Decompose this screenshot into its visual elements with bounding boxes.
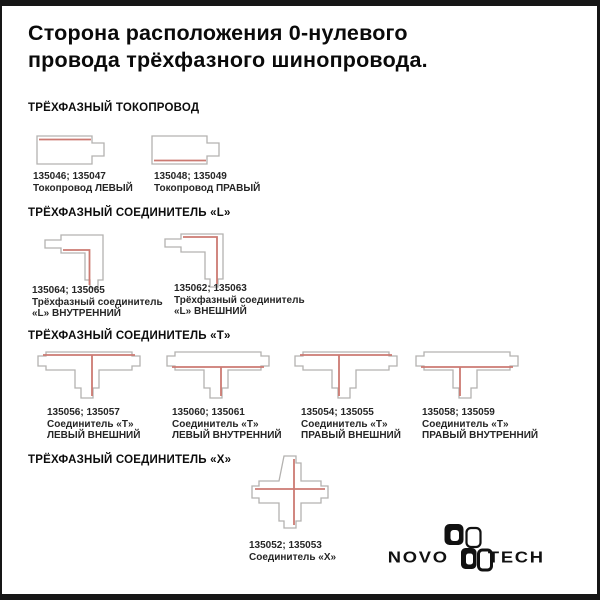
item-name2: «L» ВНЕШНИЙ xyxy=(174,306,247,318)
item-name: Соединитель «Т» xyxy=(422,418,509,430)
item-codes: 135046; 135047 xyxy=(33,171,106,182)
item-name2: «L» ВНУТРЕННИЙ xyxy=(32,308,121,320)
item-label-t-right-external xyxy=(301,407,401,442)
novotech-logo xyxy=(387,546,546,570)
item-codes: 135062; 135063 xyxy=(174,283,247,294)
item-codes: 135052; 135053 xyxy=(249,540,322,551)
track-feed-right-diagram xyxy=(151,135,221,166)
item-codes: 135054; 135055 xyxy=(301,407,374,418)
item-label-t-left-internal xyxy=(172,407,282,442)
page-title xyxy=(28,20,428,74)
novotech-pinwheel-icon xyxy=(443,522,493,574)
item-label-t-left-external xyxy=(47,407,140,442)
item-name2: ЛЕВЫЙ ВНЕШНИЙ xyxy=(47,430,141,442)
item-name: Токопровод ПРАВЫЙ xyxy=(154,182,261,194)
section-header-x-connector: ТРЁХФАЗНЫЙ СОЕДИНИТЕЛЬ «Х» xyxy=(28,454,232,466)
section-header-tokoprovod: ТРЁХФАЗНЫЙ ТОКОПРОВОД xyxy=(28,102,200,114)
item-label-l-external xyxy=(174,283,305,318)
t-connector-right-internal-diagram xyxy=(415,350,519,400)
t-connector-right-external-diagram xyxy=(294,350,398,400)
item-codes: 135058; 135059 xyxy=(422,407,495,418)
l-connector-internal-diagram xyxy=(44,233,106,291)
item-name: Соединитель «Т» xyxy=(47,418,134,430)
page-title-line1: Сторона расположения 0-нулевого xyxy=(28,21,408,45)
item-name: Соединитель «Т» xyxy=(301,418,388,430)
item-codes: 135060; 135061 xyxy=(172,407,245,418)
item-label-track-left xyxy=(33,171,133,194)
l-connector-external-diagram xyxy=(164,232,226,290)
x-connector-diagram xyxy=(251,455,329,529)
item-name: Токопровод ЛЕВЫЙ xyxy=(33,182,133,194)
item-name: Соединитель «Х» xyxy=(249,551,337,563)
logo-text-novo: NOVO xyxy=(387,548,449,567)
item-name: Трёхфазный соединитель xyxy=(32,296,163,308)
logo-text-tech: TECH xyxy=(488,548,546,567)
t-connector-left-external-diagram xyxy=(37,350,141,400)
item-name2: ЛЕВЫЙ ВНУТРЕННИЙ xyxy=(172,430,282,442)
item-label-t-right-internal xyxy=(422,407,538,442)
t-connector-left-internal-diagram xyxy=(166,350,270,400)
page-title-line2: провода трёхфазного шинопровода. xyxy=(28,48,428,72)
item-name2: ПРАВЫЙ ВНУТРЕННИЙ xyxy=(422,430,539,442)
item-label-track-right xyxy=(154,171,260,194)
item-label-x-connector xyxy=(249,540,336,563)
document-page xyxy=(2,6,597,594)
track-feed-left-diagram xyxy=(36,135,106,166)
item-label-l-internal xyxy=(32,285,163,320)
item-name: Трёхфазный соединитель xyxy=(174,294,305,306)
section-header-l-connector: ТРЁХФАЗНЫЙ СОЕДИНИТЕЛЬ «L» xyxy=(28,207,231,219)
item-codes: 135064; 135065 xyxy=(32,285,105,296)
item-codes: 135048; 135049 xyxy=(154,171,227,182)
item-codes: 135056; 135057 xyxy=(47,407,120,418)
item-name2: ПРАВЫЙ ВНЕШНИЙ xyxy=(301,430,401,442)
item-name: Соединитель «Т» xyxy=(172,418,259,430)
section-header-t-connector: ТРЁХФАЗНЫЙ СОЕДИНИТЕЛЬ «Т» xyxy=(28,330,231,342)
